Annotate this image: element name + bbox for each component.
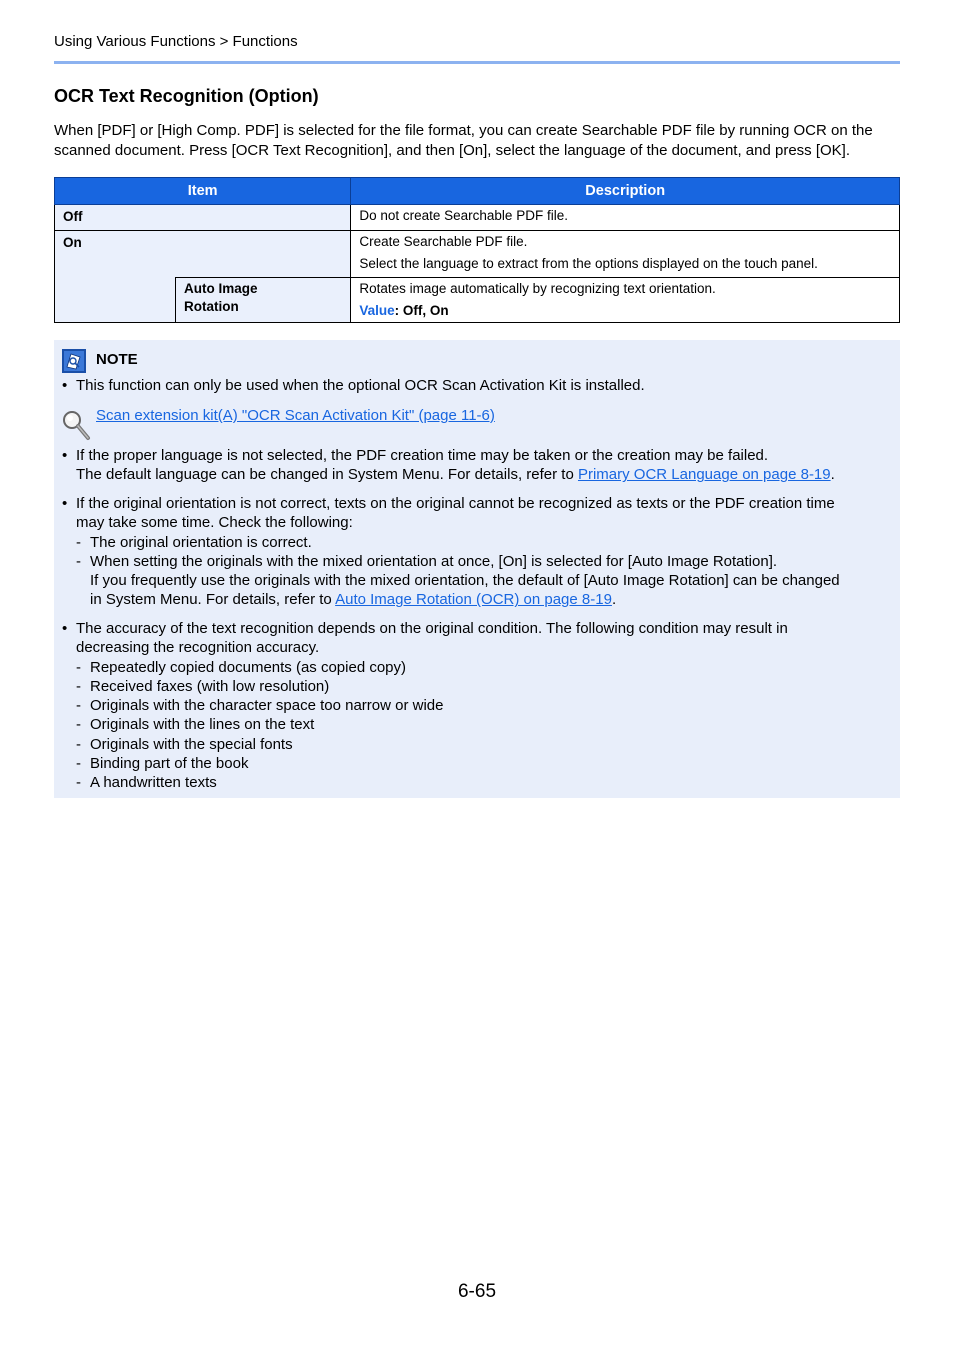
description-cell — [351, 205, 900, 231]
description-line: Select the language to extract from the options displayed on the touch panel. — [359, 256, 818, 271]
primary-ocr-language-link[interactable]: Primary OCR Language on page 8-19 — [577, 466, 831, 484]
description-cell — [351, 278, 900, 323]
sub-item: - Originals with the character space too narrow or wide — [76, 697, 444, 715]
sub-item: - Repeatedly copied documents (as copied copy) — [76, 658, 407, 676]
intro-line-2: scanned document. Press [OCR Text Recognition], and then [On], select the language of the document, and press [OK]. — [54, 142, 851, 159]
reference-link[interactable]: Scan extension kit(A) "OCR Scan Activation Kit" (page 11-6) — [96, 407, 495, 424]
table-header-item: Item — [55, 178, 351, 205]
sub-item: - The original orientation is correct. — [76, 533, 312, 551]
subitem-line: Rotation — [184, 299, 239, 314]
description-line: Do not create Searchable PDF file. — [359, 208, 568, 223]
description-cell — [351, 231, 900, 278]
sub-item: - Originals with the lines on the text — [76, 716, 315, 734]
description-line: Rotates image automatically by recognizing text orientation. — [359, 281, 716, 296]
subitem-line: Auto Image — [184, 281, 258, 296]
value-label: Value — [359, 303, 395, 318]
table-row — [55, 231, 900, 278]
note-title: NOTE — [96, 351, 138, 368]
sub-item: - Received faxes (with low resolution) — [76, 677, 330, 695]
page-number: 6-65 — [457, 1281, 497, 1302]
breadcrumb: Using Various Functions > Functions — [54, 33, 298, 50]
auto-image-rotation-link[interactable]: Auto Image Rotation (OCR) on page 8-19 — [335, 591, 612, 609]
note-bullet: • The accuracy of the text recognition depends on the original condition. The following condition may result in decreasing the recognition accuracy. - Repeatedly copied documents (as copied copy) - Received faxes (with low resolution) - Originals with the character space too narrow or wide - Originals with the lines on the text - Originals with the special fonts - Binding part of the book - A handwritten texts — [62, 619, 896, 793]
note-bullet: • If the original orientation is not correct, texts on the original cannot be recognized as texts or the PDF creation time may take some time. Check the following: - The original orientation is correct. - When setting the originals with the mixed orientation at once, [On] is selected for [Auto Image Rotation]. If you frequently use the originals with the mixed orientation, the default of [Auto Image Rotation] can be changed in System Menu. For details, refer to Auto Image Rotation (OCR) on page 8-19. — [62, 494, 896, 610]
table-row — [55, 205, 900, 231]
section-title: OCR Text Recognition (Option) — [54, 86, 319, 106]
sub-item: - Originals with the special fonts — [76, 735, 293, 753]
item-on-indent — [55, 278, 176, 323]
intro-paragraph — [54, 121, 900, 161]
table-header-description: Description — [351, 178, 900, 205]
note-bullet: • This function can only be used when the optional OCR Scan Activation Kit is installed. — [62, 377, 645, 394]
note-box — [54, 340, 900, 798]
intro-line-1: When [PDF] or [High Comp. PDF] is selected for the file format, you can create Searchable PDF file by running OCR on the — [54, 122, 873, 139]
magnifier-icon — [60, 409, 92, 441]
settings-table — [54, 177, 900, 323]
description-line: Create Searchable PDF file. — [359, 234, 528, 249]
item-auto-image-rotation — [176, 278, 351, 323]
note-bullet: • If the proper language is not selected, the PDF creation time may be taken or the creation may be failed. The default language can be changed in System Menu. For details, refer to Primary OCR Language on page 8-19. — [62, 447, 835, 484]
sub-item: - Binding part of the book — [76, 755, 249, 773]
sub-item: - When setting the originals with the mixed orientation at once, [On] is selected for [Auto Image Rotation]. If you frequently use the originals with the mixed orientation, the default of [Auto Image Rotation] can be changed in System Menu. For details, refer to Auto Image Rotation (OCR) on page 8-19. — [76, 552, 840, 609]
header-rule — [54, 61, 900, 64]
value-text: : Off, On — [394, 303, 449, 318]
item-off: Off — [55, 205, 351, 231]
table-row — [55, 278, 900, 323]
item-on: On — [55, 231, 351, 278]
value-line — [359, 300, 891, 322]
sub-item: - A handwritten texts — [76, 774, 217, 792]
note-icon — [62, 349, 86, 373]
